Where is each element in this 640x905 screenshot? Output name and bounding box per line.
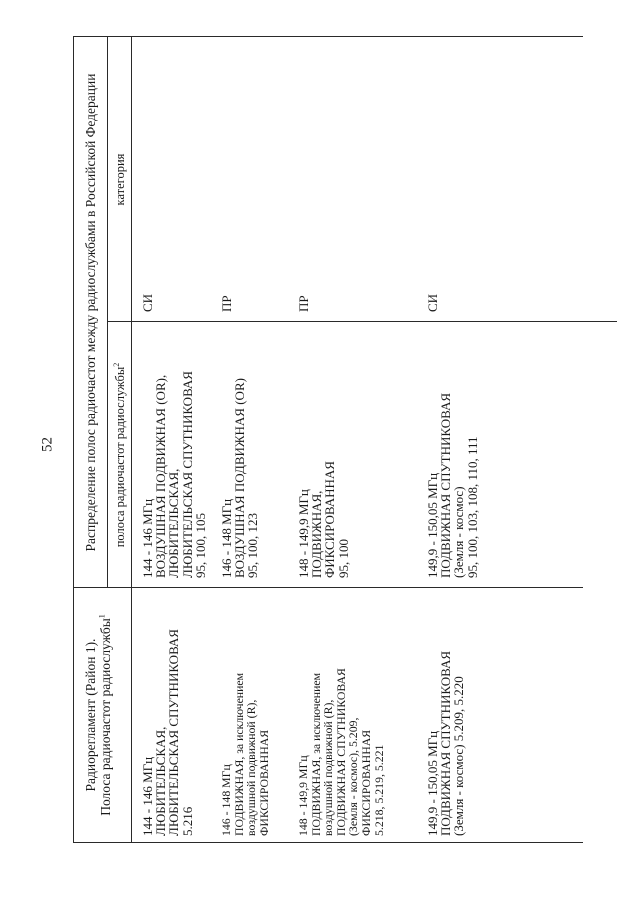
column-divider-1	[73, 587, 583, 588]
subheader-rf-band: полоса радиочастот радиослужбы$^2$	[111, 362, 127, 548]
column-divider-2	[107, 321, 617, 322]
row4-rf-cell: 149,9 - 150,05 МГц ПОДВИЖНАЯ СПУТНИКОВАЯ (Земля - космос) 95, 100, 103, 108, 110, 111	[425, 392, 480, 578]
row2-rr-cell: 146 - 148 МГц ПОДВИЖНАЯ, за исключением воздушной подвижной (R), ФИКСИРОВАННАЯ	[219, 672, 271, 836]
header-rf-distribution: Распределение полос радиочастот между радиослужбами в Российской Федерации	[83, 73, 98, 552]
row3-rf-cell: 148 - 149,9 МГц ПОДВИЖНАЯ, ФИКСИРОВАННАЯ 95, 100	[296, 461, 351, 578]
allocation-table	[73, 36, 583, 843]
subheader-category: категория	[113, 153, 127, 206]
header-rr-line1: Радиорегламент (Район 1).	[83, 638, 98, 792]
header-bottom-rule	[131, 37, 132, 842]
page-number: 52	[39, 437, 56, 452]
header-radio-regulations	[83, 588, 113, 842]
table-top-rule	[73, 37, 74, 842]
header-rr-line2: Полоса радиочастот радиослужбы$^1$	[97, 614, 113, 816]
row3-rr-cell: 148 - 149,9 МГц ПОДВИЖНАЯ, за исключением воздушной подвижной (R), ПОДВИЖНАЯ СПУТНИКОВАЯ (Земля - космос), 5.209, ФИКСИРОВАННАЯ 5.218, 5.219, 5.221	[296, 668, 386, 836]
row1-rr-cell: 144 - 146 МГц ЛЮБИТЕЛЬСКАЯ, ЛЮБИТЕЛЬСКАЯ СПУТНИКОВАЯ 5.216	[140, 629, 195, 836]
header-sub-rule	[107, 37, 108, 588]
row4-category: СИ	[425, 293, 440, 312]
row1-category: СИ	[140, 293, 155, 312]
row4-rr-cell: 149,9 - 150,05 МГц ПОДВИЖНАЯ СПУТНИКОВАЯ (Земля - космос) 5.209, 5.220	[425, 650, 467, 836]
row3-category: ПР	[296, 295, 311, 312]
row2-category: ПР	[219, 295, 234, 312]
row2-rf-cell: 146 - 148 МГц ВОЗДУШНАЯ ПОДВИЖНАЯ (OR) 95, 100, 123	[219, 378, 261, 578]
row1-rf-cell: 144 - 146 МГц ВОЗДУШНАЯ ПОДВИЖНАЯ (OR), ЛЮБИТЕЛЬСКАЯ, ЛЮБИТЕЛЬСКАЯ СПУТНИКОВАЯ 95, 100, 105	[140, 371, 208, 578]
